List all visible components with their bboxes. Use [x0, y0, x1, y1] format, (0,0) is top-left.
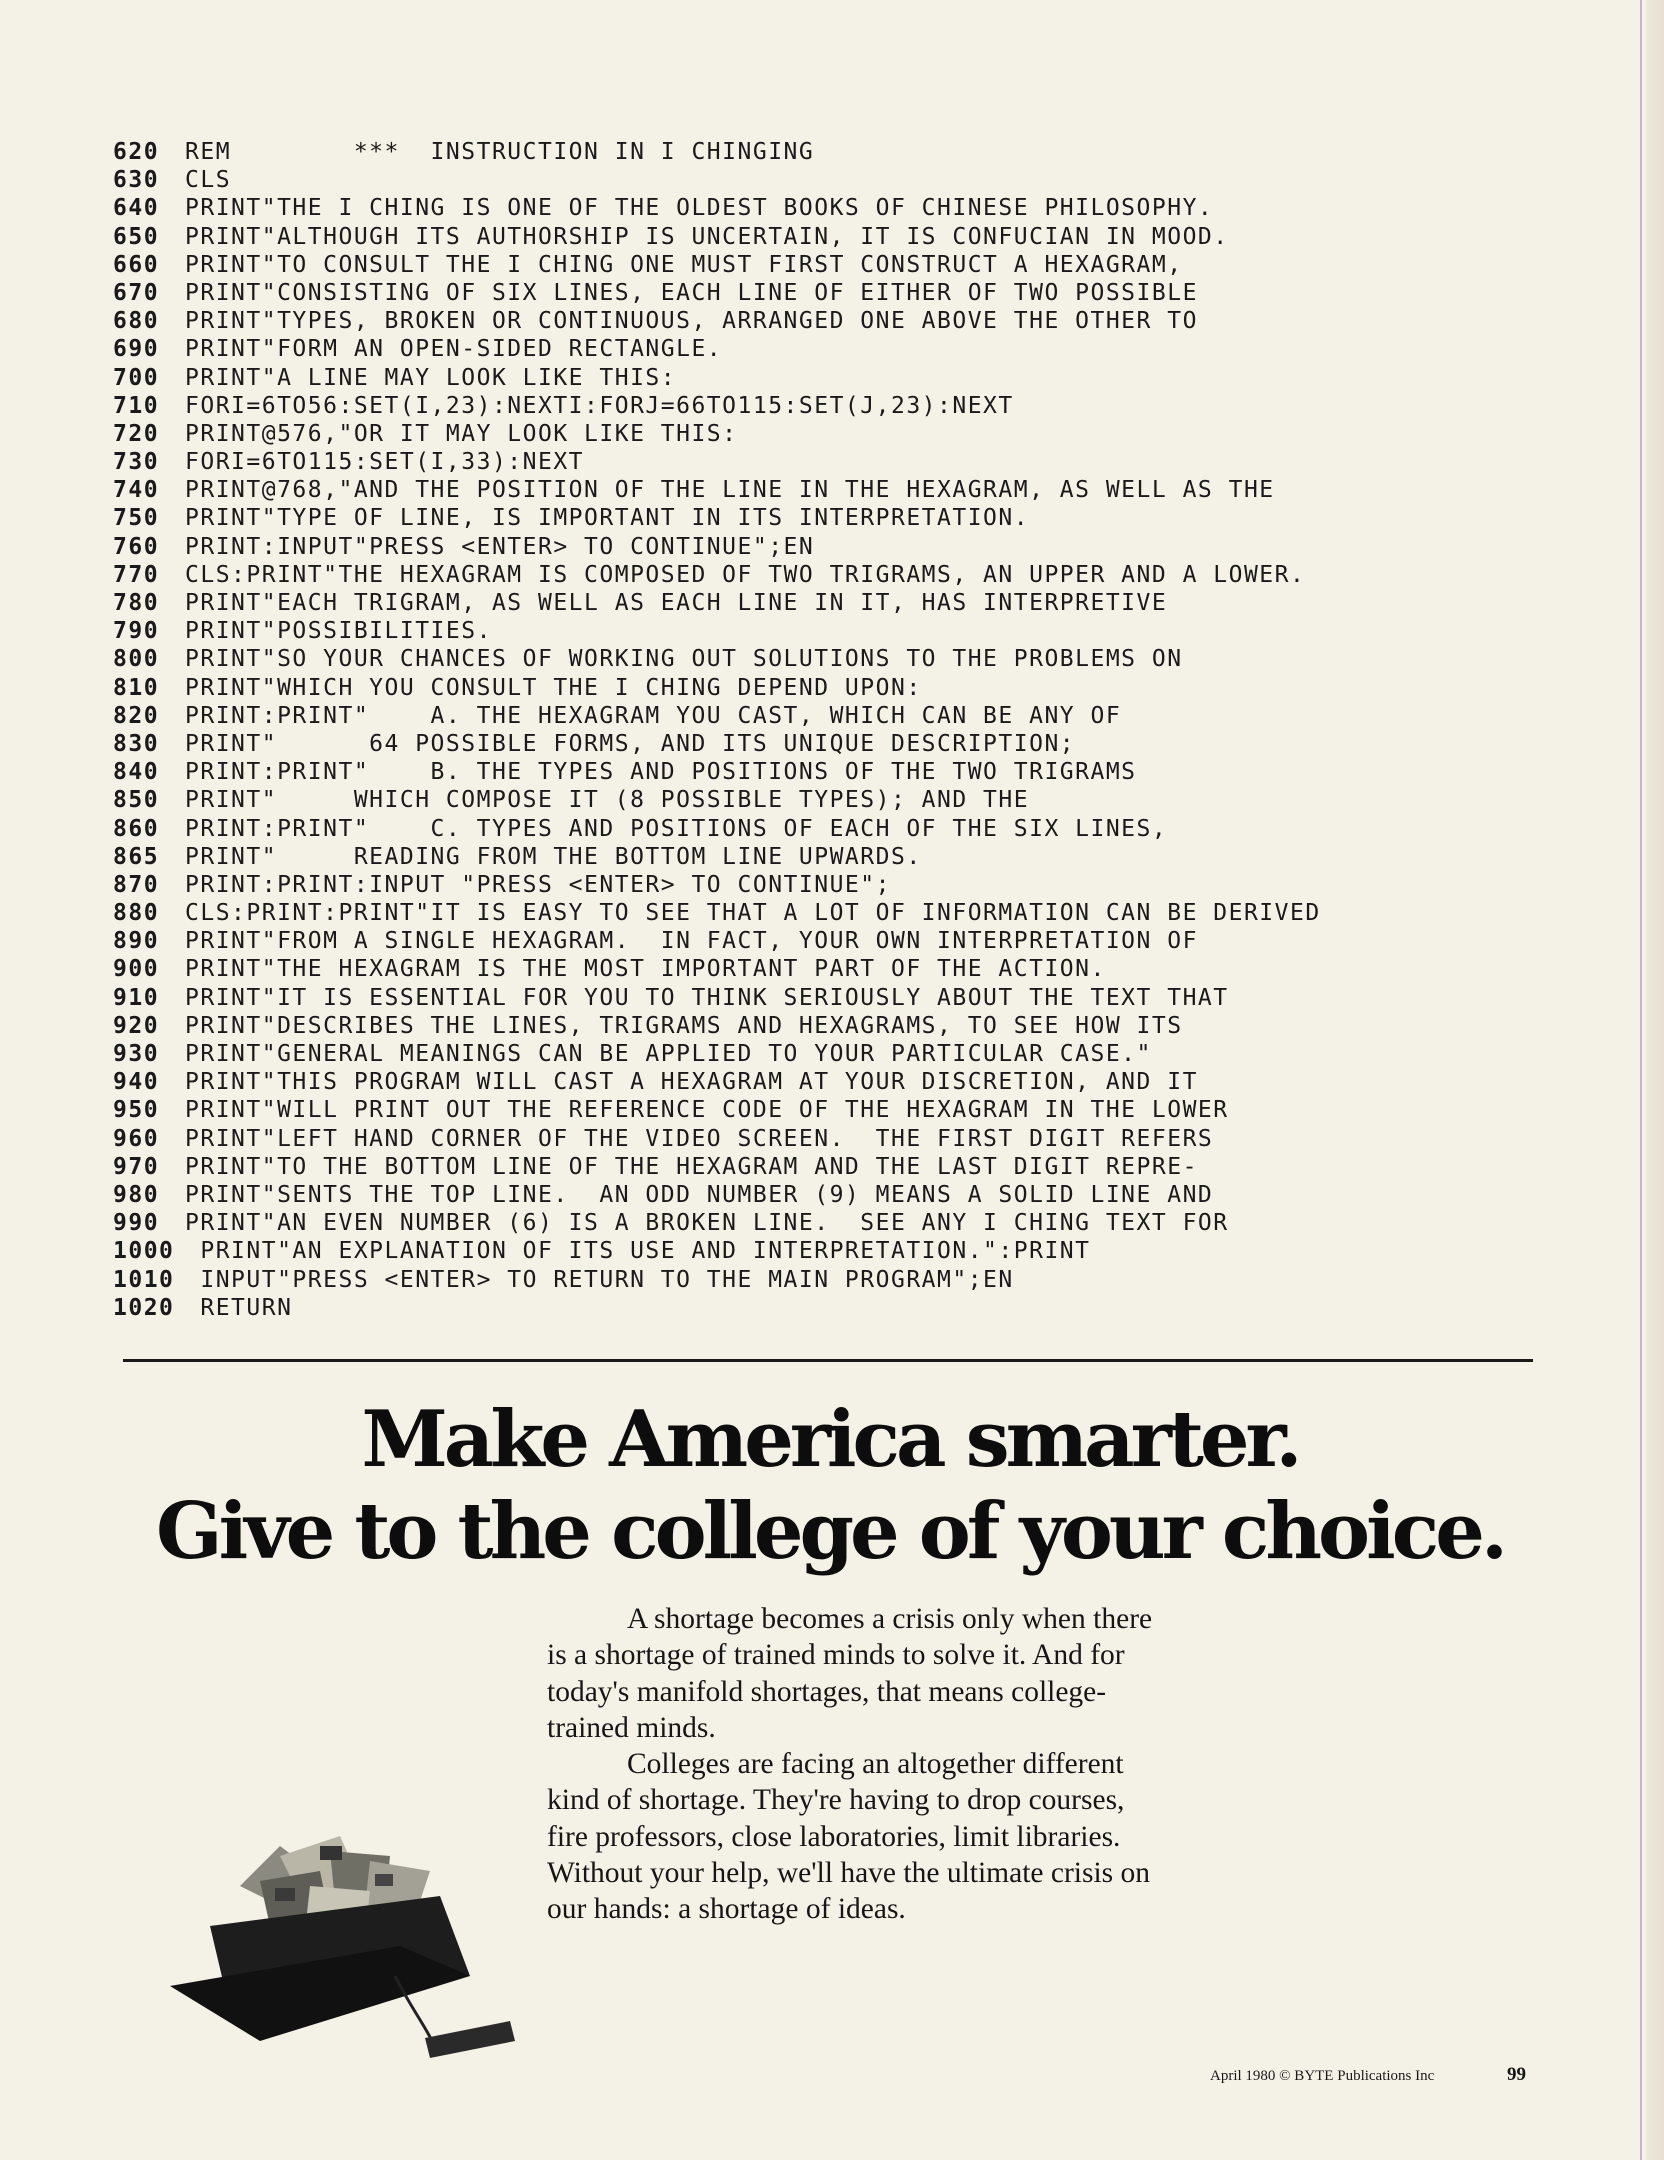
line-statement: RETURN	[185, 1294, 293, 1321]
line-statement: PRINT"AN EXPLANATION OF ITS USE AND INTERPRETATION.":PRINT	[185, 1238, 1091, 1265]
code-line	[113, 702, 1553, 730]
code-line	[113, 1153, 1553, 1181]
code-line	[113, 1237, 1553, 1265]
code-line	[113, 899, 1553, 927]
line-statement: PRINT"LEFT HAND CORNER OF THE VIDEO SCREEN. THE FIRST DIGIT REFERS	[185, 1125, 1214, 1152]
line-number: 940	[113, 1069, 160, 1096]
line-number: 710	[113, 392, 160, 419]
code-line	[113, 955, 1553, 983]
line-number: 870	[113, 871, 160, 898]
code-line	[113, 223, 1553, 251]
line-number: 850	[113, 787, 160, 814]
code-line	[113, 1068, 1553, 1096]
line-statement: PRINT"IT IS ESSENTIAL FOR YOU TO THINK SERIOUSLY ABOUT THE TEXT THAT	[185, 984, 1229, 1011]
line-statement: PRINT:PRINT" C. TYPES AND POSITIONS OF EACH OF THE SIX LINES,	[185, 815, 1168, 842]
ad-paragraph-1: A shortage becomes a crisis only when there is a shortage of trained minds to solve it. And for today's manifold shortages, that means college-trained minds.	[547, 1603, 1153, 1744]
line-number: 840	[113, 759, 160, 786]
line-statement: PRINT:PRINT" A. THE HEXAGRAM YOU CAST, WHICH CAN BE ANY OF	[185, 702, 1122, 729]
page-number: 99	[1507, 2064, 1526, 2085]
code-line	[113, 420, 1553, 448]
line-statement: PRINT"ALTHOUGH ITS AUTHORSHIP IS UNCERTAIN, IT IS CONFUCIAN IN MOOD.	[185, 223, 1229, 250]
line-statement: PRINT"EACH TRIGRAM, AS WELL AS EACH LINE IN IT, HAS INTERPRETIVE	[185, 590, 1168, 616]
code-line	[113, 843, 1553, 871]
code-line	[113, 1209, 1553, 1237]
page-edge-line	[1640, 0, 1642, 2160]
code-line	[113, 194, 1553, 222]
line-statement: PRINT"AN EVEN NUMBER (6) IS A BROKEN LINE. SEE ANY I CHING TEXT FOR	[185, 1210, 1229, 1237]
line-number: 860	[113, 815, 160, 842]
line-number: 1020	[113, 1294, 175, 1321]
line-number: 920	[113, 1012, 160, 1039]
code-line	[113, 1040, 1553, 1068]
code-line	[113, 1125, 1553, 1153]
line-number: 960	[113, 1125, 160, 1152]
line-number: 970	[113, 1153, 160, 1180]
line-statement: PRINT"TYPE OF LINE, IS IMPORTANT IN ITS INTERPRETATION.	[185, 505, 1030, 532]
line-statement: FORI=6TO56:SET(I,23):NEXTI:FORJ=66TO115:SET(J,23):NEXT	[185, 392, 1014, 419]
section-divider	[123, 1359, 1533, 1362]
code-line	[113, 674, 1553, 702]
line-number: 670	[113, 279, 160, 306]
graduation-cap-illustration	[170, 1826, 590, 2076]
code-line	[113, 758, 1553, 786]
line-statement: INPUT"PRESS <ENTER> TO RETURN TO THE MAIN PROGRAM";EN	[185, 1266, 1014, 1293]
line-statement: FORI=6TO115:SET(I,33):NEXT	[185, 449, 585, 476]
code-line	[113, 589, 1553, 617]
code-line	[113, 392, 1553, 420]
line-statement: PRINT:PRINT:INPUT "PRESS <ENTER> TO CONTINUE";	[185, 871, 891, 898]
line-number: 1000	[113, 1238, 175, 1265]
line-statement: PRINT" WHICH COMPOSE IT (8 POSSIBLE TYPES); AND THE	[185, 787, 1030, 814]
code-line	[113, 1266, 1553, 1294]
code-line	[113, 561, 1553, 589]
line-number: 630	[113, 167, 160, 194]
code-line	[113, 1096, 1553, 1124]
line-number: 865	[113, 843, 160, 870]
line-statement: PRINT"TO CONSULT THE I CHING ONE MUST FIRST CONSTRUCT A HEXAGRAM,	[185, 251, 1183, 278]
line-statement: PRINT"POSSIBILITIES.	[185, 618, 492, 645]
line-number: 680	[113, 308, 160, 335]
line-number: 990	[113, 1210, 160, 1237]
ad-headline-1: Make America smarter.	[361, 1394, 1299, 1485]
line-number: 830	[113, 730, 160, 757]
code-line	[113, 645, 1553, 673]
line-number: 760	[113, 533, 160, 560]
line-statement: CLS	[185, 167, 232, 194]
line-statement: PRINT"WILL PRINT OUT THE REFERENCE CODE OF THE HEXAGRAM IN THE LOWER	[185, 1097, 1229, 1124]
code-line	[113, 476, 1553, 504]
code-line	[113, 279, 1553, 307]
line-statement: PRINT"FORM AN OPEN-SIDED RECTANGLE.	[185, 336, 723, 363]
line-number: 700	[113, 364, 160, 391]
line-statement: PRINT"CONSISTING OF SIX LINES, EACH LINE OF EITHER OF TWO POSSIBLE	[185, 279, 1198, 306]
line-statement: CLS:PRINT:PRINT"IT IS EASY TO SEE THAT A LOT OF INFORMATION CAN BE DERIVED	[185, 900, 1321, 927]
line-statement: PRINT" READING FROM THE BOTTOM LINE UPWARDS.	[185, 843, 922, 870]
line-statement: PRINT"THIS PROGRAM WILL CAST A HEXAGRAM AT YOUR DISCRETION, AND IT	[185, 1069, 1198, 1096]
line-statement: PRINT"GENERAL MEANINGS CAN BE APPLIED TO YOUR PARTICULAR CASE."	[185, 1041, 1152, 1067]
line-number: 800	[113, 646, 160, 673]
line-number: 640	[113, 195, 160, 222]
code-line	[113, 138, 1553, 166]
line-number: 720	[113, 420, 160, 447]
code-line	[113, 533, 1553, 561]
tassel	[425, 2021, 515, 2058]
line-statement: PRINT"THE I CHING IS ONE OF THE OLDEST BOOKS OF CHINESE PHILOSOPHY.	[185, 195, 1214, 222]
code-line	[113, 335, 1553, 363]
line-number: 740	[113, 477, 160, 504]
ad-paragraph-2: Colleges are facing an altogether different kind of shortage. They're having to drop courses, fire professors, close laboratories, limit libraries. Without your help, we'll have the ultimate crisis on our hands: a shortage of ideas.	[547, 1748, 1151, 1926]
line-statement: PRINT"TYPES, BROKEN OR CONTINUOUS, ARRANGED ONE ABOVE THE OTHER TO	[185, 308, 1198, 335]
line-statement: PRINT"WHICH YOU CONSULT THE I CHING DEPEND UPON:	[185, 674, 922, 701]
line-statement: PRINT:INPUT"PRESS <ENTER> TO CONTINUE";EN	[185, 533, 815, 560]
code-line	[113, 364, 1553, 392]
line-statement: PRINT"THE HEXAGRAM IS THE MOST IMPORTANT PART OF THE ACTION.	[185, 956, 1106, 983]
page-edge-shade	[1646, 0, 1664, 2160]
line-number: 930	[113, 1041, 160, 1067]
line-number: 980	[113, 1181, 160, 1208]
code-line	[113, 251, 1553, 279]
ad-body-copy	[547, 1601, 1167, 1928]
page-footer-credit: April 1980 © BYTE Publications Inc	[1210, 2068, 1435, 2084]
code-line	[113, 504, 1553, 532]
line-number: 780	[113, 590, 160, 616]
code-line	[113, 984, 1553, 1012]
code-line	[113, 1181, 1553, 1209]
code-line	[113, 166, 1553, 194]
line-statement: PRINT"DESCRIBES THE LINES, TRIGRAMS AND HEXAGRAMS, TO SEE HOW ITS	[185, 1012, 1183, 1039]
code-line	[113, 927, 1553, 955]
line-statement: PRINT"SO YOUR CHANCES OF WORKING OUT SOLUTIONS TO THE PROBLEMS ON	[185, 646, 1183, 673]
line-statement: PRINT"TO THE BOTTOM LINE OF THE HEXAGRAM AND THE LAST DIGIT REPRE-	[185, 1153, 1198, 1180]
code-line	[113, 815, 1553, 843]
code-line	[113, 617, 1553, 645]
ad-headline-2: Give to the college of your choice.	[156, 1486, 1504, 1577]
line-number: 890	[113, 928, 160, 955]
line-statement: PRINT"SENTS THE TOP LINE. AN ODD NUMBER (9) MEANS A SOLID LINE AND	[185, 1181, 1214, 1208]
line-number: 1010	[113, 1266, 175, 1293]
line-number: 790	[113, 618, 160, 645]
line-statement: PRINT" 64 POSSIBLE FORMS, AND ITS UNIQUE DESCRIPTION;	[185, 730, 1076, 757]
line-statement: CLS:PRINT"THE HEXAGRAM IS COMPOSED OF TWO TRIGRAMS, AN UPPER AND A LOWER.	[185, 561, 1306, 588]
line-statement: PRINT:PRINT" B. THE TYPES AND POSITIONS OF THE TWO TRIGRAMS	[185, 759, 1137, 786]
code-line	[113, 1012, 1553, 1040]
line-number: 750	[113, 505, 160, 532]
basic-program-listing	[113, 138, 1553, 1322]
line-number: 690	[113, 336, 160, 363]
code-line	[113, 307, 1553, 335]
line-statement: PRINT"A LINE MAY LOOK LIKE THIS:	[185, 364, 677, 391]
line-number: 650	[113, 223, 160, 250]
line-number: 950	[113, 1097, 160, 1124]
line-number: 810	[113, 674, 160, 701]
code-line	[113, 786, 1553, 814]
line-number: 620	[113, 139, 160, 165]
code-line	[113, 1294, 1553, 1322]
line-number: 820	[113, 702, 160, 729]
line-statement: REM *** INSTRUCTION IN I CHINGING	[185, 139, 815, 165]
line-number: 910	[113, 984, 160, 1011]
code-line	[113, 730, 1553, 758]
line-number: 770	[113, 561, 160, 588]
line-number: 660	[113, 251, 160, 278]
line-number: 900	[113, 956, 160, 983]
line-number: 730	[113, 449, 160, 476]
code-line	[113, 448, 1553, 476]
code-line	[113, 871, 1553, 899]
line-statement: PRINT@768,"AND THE POSITION OF THE LINE IN THE HEXAGRAM, AS WELL AS THE	[185, 477, 1275, 504]
line-number: 880	[113, 900, 160, 927]
line-statement: PRINT@576,"OR IT MAY LOOK LIKE THIS:	[185, 420, 738, 447]
line-statement: PRINT"FROM A SINGLE HEXAGRAM. IN FACT, YOUR OWN INTERPRETATION OF	[185, 928, 1198, 955]
